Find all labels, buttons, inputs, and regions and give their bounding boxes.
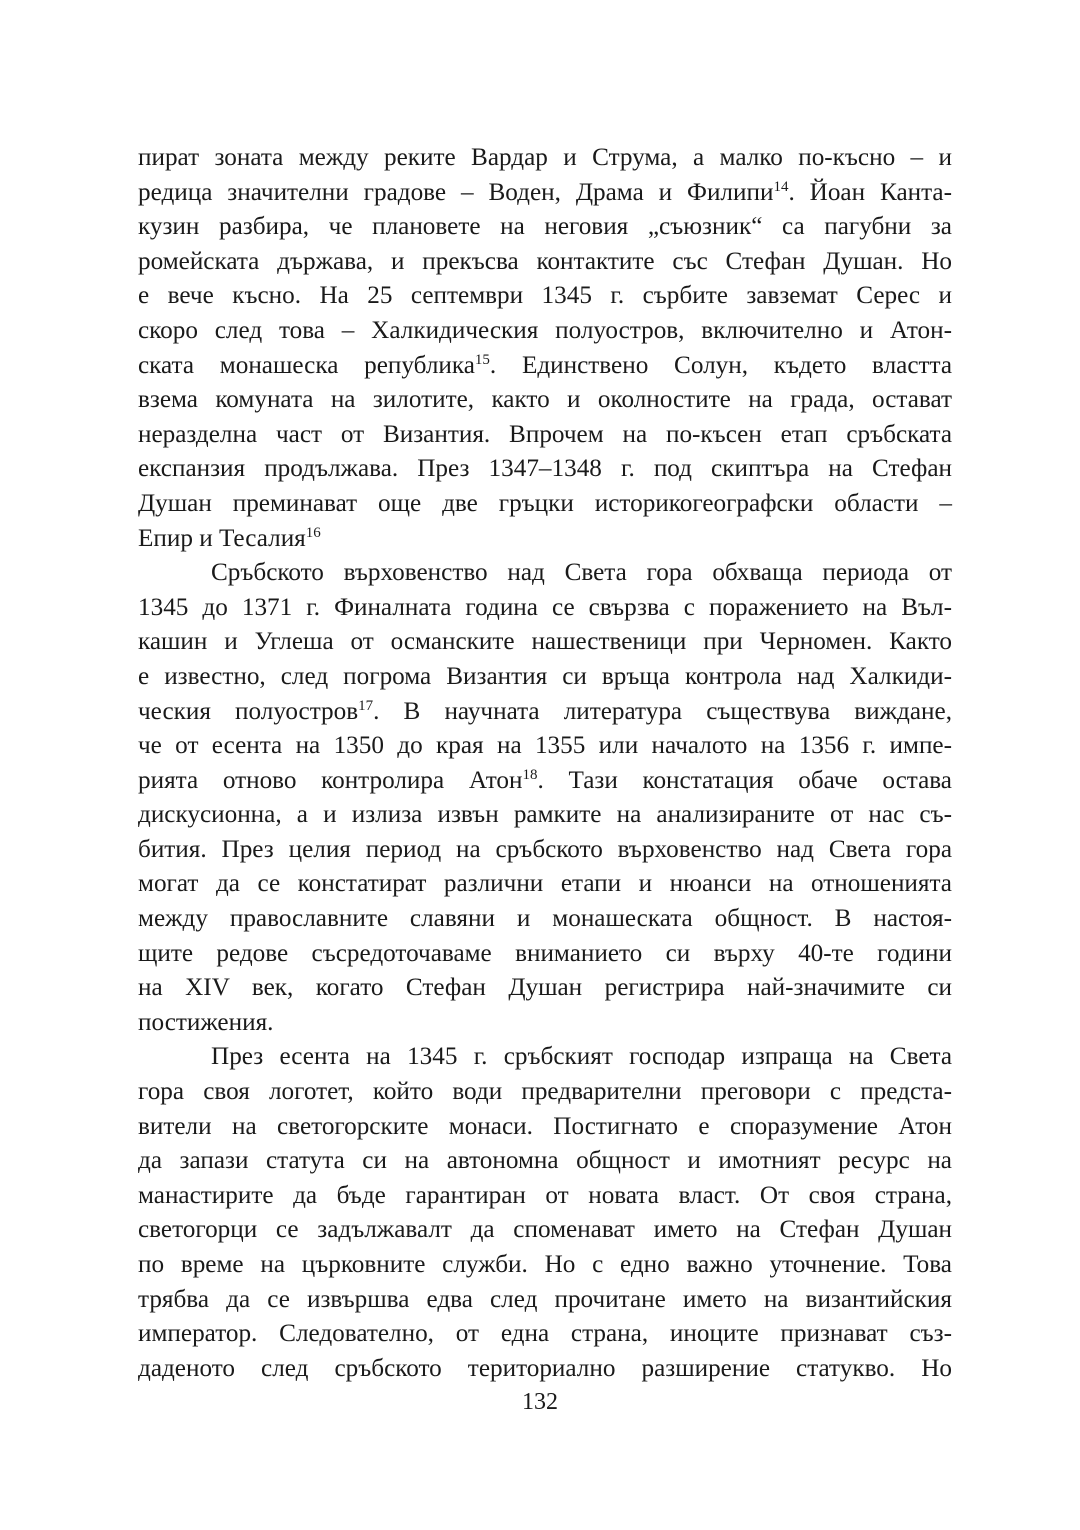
text-line	[138, 591, 952, 626]
text-line	[138, 764, 952, 799]
line-text: рията отново контролира Атон	[138, 766, 523, 794]
text-line	[138, 1352, 952, 1387]
line-text: император. Следователно, от една страна, иноците признават съз-	[138, 1320, 952, 1348]
text-line	[138, 279, 952, 314]
line-text: редица значителни градове – Воден, Драма и Филипи	[138, 178, 774, 206]
text-line	[138, 1213, 952, 1248]
footnote-ref: 18	[522, 766, 538, 783]
line-text-after-ref: . Йоан Канта-	[788, 178, 952, 206]
text-line	[138, 556, 952, 591]
line-text: светогорци се задължавалт да споменават името на Стефан Душан	[138, 1216, 952, 1244]
text-line	[138, 729, 952, 764]
text-line	[138, 452, 952, 487]
text-line	[138, 487, 952, 522]
line-text: могат да се констатират различни етапи и нюанси на отношенията	[138, 870, 952, 898]
text-line	[138, 660, 952, 695]
text-line	[138, 1110, 952, 1145]
line-text: бития. През целия период на сръбското върховенство над Света гора	[138, 835, 952, 863]
text-line	[138, 210, 952, 245]
line-text: ромейската държава, и прекъсва контактите със Стефан Душан. Но	[138, 247, 952, 275]
line-text: пират зоната между реките Вардар и Струма, а малко по-късно – и	[138, 144, 952, 171]
line-text: неразделна част от Византия. Впрочем на по-късен етап сръбската	[138, 420, 952, 448]
text-line	[138, 625, 952, 660]
text-line	[138, 695, 952, 730]
line-text-after-ref: . Единствено Солун, където властта	[489, 351, 953, 379]
text-line	[138, 314, 952, 349]
text-line	[138, 833, 952, 868]
line-text: щите редове съсредоточаваме вниманието си върху 40-те години	[138, 939, 952, 967]
line-text: между православните славяни и монашеската общност. В настоя-	[138, 905, 952, 933]
text-line	[138, 522, 952, 557]
text-line	[138, 383, 952, 418]
line-text: трябва да се извършва едва след прочитане името на византийския	[138, 1285, 952, 1313]
line-text-after-ref: . В научната литература съществува виждане,	[373, 697, 952, 725]
text-line	[138, 971, 952, 1006]
line-text: манастирите да бъде гарантиран от новата власт. От своя страна,	[138, 1181, 952, 1209]
line-text: Сръбското върховенство над Света гора обхваща периода от	[211, 559, 952, 587]
line-text: Душан преминават още две гръцки историкогеографски области –	[138, 489, 952, 517]
text-line	[138, 1317, 952, 1352]
line-text: вители на светогорските монаси. Постигнато е споразумение Атон	[138, 1112, 952, 1140]
line-text: взема комуната на зилотите, както и околностите на града, остават	[138, 386, 952, 414]
text-line	[138, 418, 952, 453]
line-text: експанзия продължава. През 1347–1348 г. под скиптъра на Стефан	[138, 455, 952, 483]
line-text: постижения.	[138, 1008, 274, 1036]
line-text: дискусионна, а и излиза извън рамките на анализираните от нас съ-	[138, 801, 952, 829]
line-text: ческия полуостров	[138, 697, 359, 725]
line-text: е вече късно. На 25 септември 1345 г. сърбите завземат Серес и	[138, 282, 952, 310]
line-text: скоро след това – Халкидическия полуостров, включително и Атон-	[138, 316, 952, 344]
text-line	[138, 141, 952, 176]
text-line	[138, 1248, 952, 1283]
line-text: даденото след сръбското териториално разширение статукво. Но	[138, 1354, 952, 1382]
paragraph	[138, 556, 952, 1040]
line-text: 1345 до 1371 г. Финалната година се свързва с поражението на Въл-	[138, 593, 952, 621]
text-line	[138, 245, 952, 280]
text-line	[138, 867, 952, 902]
line-text: кузин разбира, че плановете на неговия „съюзник“ са пагубни за	[138, 213, 952, 241]
text-line	[138, 1006, 952, 1041]
line-text-after-ref: . Тази констатация обаче остава	[537, 766, 952, 794]
page-number: 132	[522, 1389, 558, 1415]
line-text: на XIV век, когато Стефан Душан регистрира най-значимите си	[138, 974, 952, 1002]
text-line	[138, 1075, 952, 1110]
paragraph	[138, 141, 952, 556]
paragraph	[138, 1040, 952, 1386]
text-line	[138, 349, 952, 384]
footnote-ref: 14	[773, 178, 789, 195]
line-text: Епир и Тесалия	[138, 524, 306, 552]
text-line	[138, 1144, 952, 1179]
line-text: гора своя логотет, който води предварителни преговори с предста-	[138, 1078, 952, 1106]
footnote-ref: 16	[305, 524, 321, 541]
line-text: През есента на 1345 г. сръбският господар изпраща на Света	[211, 1043, 952, 1071]
text-line	[138, 798, 952, 833]
line-text: ската монашеска република	[138, 351, 475, 379]
text-line	[138, 937, 952, 972]
text-line	[138, 1040, 952, 1075]
text-line	[138, 1179, 952, 1214]
text-line	[138, 902, 952, 937]
line-text: да запази статута си на автономна общност и имотният ресурс на	[138, 1147, 952, 1175]
text-line	[138, 176, 952, 211]
page-body	[138, 141, 952, 1386]
footnote-ref: 17	[358, 697, 374, 714]
line-text: кашин и Углеша от османските нашественици при Черномен. Както	[138, 628, 952, 656]
text-line	[138, 1283, 952, 1318]
footnote-ref: 15	[474, 351, 490, 368]
line-text: е известно, след погрома Византия си връща контрола над Халкиди-	[138, 662, 952, 690]
line-text: по време на църковните служби. Но с едно важно уточнение. Това	[138, 1251, 952, 1278]
line-text: че от есента на 1350 до края на 1355 или началото на 1356 г. импе-	[138, 732, 952, 760]
